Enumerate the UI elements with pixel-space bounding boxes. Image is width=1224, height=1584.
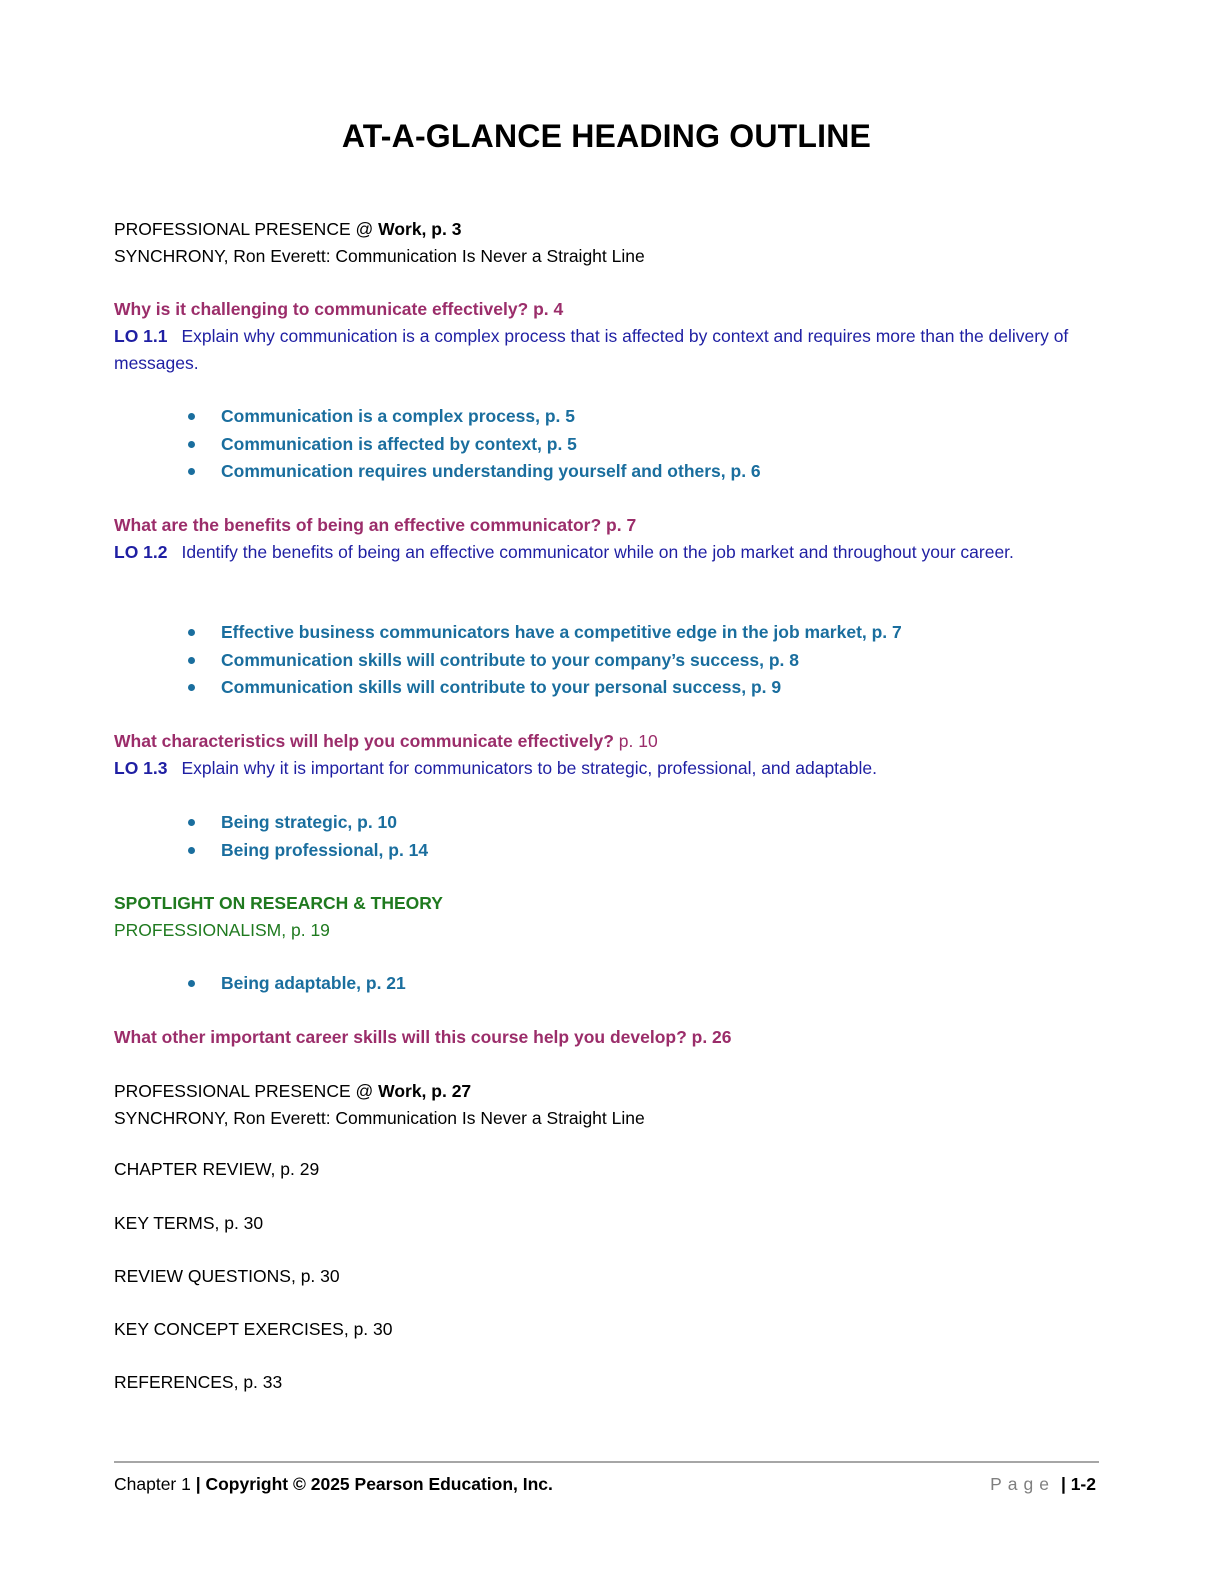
footer-right bbox=[990, 1471, 1096, 1497]
section-1 bbox=[114, 296, 1099, 377]
list-item bbox=[114, 647, 1099, 675]
spotlight-block bbox=[114, 890, 1099, 944]
footer-copyright: Copyright © 2025 Pearson Education, Inc. bbox=[205, 1474, 553, 1494]
heading-page: Work, p. 27 bbox=[378, 1081, 472, 1101]
lo-text: Explain why communication is a complex process that is affected by context and requires more than the delivery of messages. bbox=[114, 326, 1069, 373]
lo-text: Identify the benefits of being an effective communicator while on the job market and throughout your career. bbox=[181, 542, 1014, 562]
bullet-icon bbox=[188, 847, 195, 854]
section-3b-bullets bbox=[114, 970, 1099, 998]
bullet-icon bbox=[188, 441, 195, 448]
professional-presence-block-2 bbox=[114, 1078, 1099, 1132]
list-item bbox=[114, 837, 1099, 865]
professional-presence-sub: SYNCHRONY, Ron Everett: Communication Is Never a Straight Line bbox=[114, 1108, 645, 1128]
list-item-text: Being strategic, p. 10 bbox=[221, 812, 398, 832]
section-4 bbox=[114, 1024, 1099, 1051]
list-item-text: Communication skills will contribute to your company’s success, p. 8 bbox=[221, 649, 799, 670]
professional-presence-heading bbox=[114, 1078, 1099, 1105]
review-questions: REVIEW QUESTIONS, p. 30 bbox=[114, 1266, 340, 1286]
list-item bbox=[114, 431, 1099, 459]
page-title: AT-A-GLANCE HEADING OUTLINE bbox=[341, 118, 872, 154]
heading-part: PROFESSIONAL PRESENCE @ bbox=[114, 219, 379, 239]
professional-presence-sub: SYNCHRONY, Ron Everett: Communication Is Never a Straight Line bbox=[114, 246, 645, 266]
list-item-text: Communication skills will contribute to your personal success, p. 9 bbox=[221, 677, 782, 697]
learning-objective bbox=[114, 755, 1099, 782]
footer-page-separator: | bbox=[1060, 1474, 1071, 1494]
list-item-text: Communication is a complex process, p. 5 bbox=[221, 406, 575, 426]
footer-chapter: Chapter 1 bbox=[114, 1474, 191, 1494]
key-terms: KEY TERMS, p. 30 bbox=[114, 1213, 264, 1233]
section-question: Why is it challenging to communicate effectively? p. 4 bbox=[114, 299, 564, 319]
footer-page-label: Page bbox=[990, 1474, 1055, 1494]
list-item bbox=[114, 403, 1099, 431]
lo-tag: LO 1.3 bbox=[114, 758, 168, 778]
professional-presence-heading bbox=[114, 216, 1099, 243]
lo-text: Explain why it is important for communicators to be strategic, professional, and adaptable. bbox=[181, 758, 877, 778]
list-item-text: Effective business communicators have a competitive edge in the job market, p. 7 bbox=[221, 622, 902, 642]
question-page: p. 10 bbox=[613, 731, 658, 751]
learning-objective bbox=[114, 323, 1099, 377]
heading-part: PROFESSIONAL PRESENCE @ bbox=[114, 1081, 379, 1101]
chapter-review: CHAPTER REVIEW, p. 29 bbox=[114, 1159, 320, 1179]
bullet-icon bbox=[188, 684, 195, 691]
section-2-bullets bbox=[114, 619, 1099, 702]
section-3-bullets bbox=[114, 809, 1099, 864]
section-1-bullets bbox=[114, 403, 1099, 486]
bullet-icon bbox=[188, 629, 195, 636]
heading-page: Work, p. 3 bbox=[378, 219, 462, 239]
list-item bbox=[114, 674, 1099, 702]
section-3 bbox=[114, 728, 1099, 782]
bullet-icon bbox=[188, 657, 195, 664]
spotlight-sub: PROFESSIONALISM, p. 19 bbox=[114, 920, 330, 940]
learning-objective bbox=[114, 539, 1099, 566]
professional-presence-block-1 bbox=[114, 216, 1099, 270]
lo-tag: LO 1.2 bbox=[114, 542, 168, 562]
footer-separator: | bbox=[190, 1474, 206, 1494]
section-question: What other important career skills will this course help you develop? p. 26 bbox=[114, 1027, 732, 1047]
list-item bbox=[114, 619, 1099, 647]
bullet-icon bbox=[188, 468, 195, 475]
list-item bbox=[114, 970, 1099, 998]
list-item bbox=[114, 458, 1099, 486]
question-text: What characteristics will help you communicate effectively? bbox=[114, 731, 614, 751]
section-question bbox=[114, 728, 1099, 755]
section-2 bbox=[114, 512, 1099, 566]
footer-divider bbox=[114, 1461, 1099, 1463]
list-item-text: Being professional, p. 14 bbox=[221, 839, 429, 860]
list-item-text: Communication requires understanding yourself and others, p. 6 bbox=[221, 461, 761, 481]
footer-page-number: 1-2 bbox=[1070, 1474, 1096, 1494]
list-item-text: Being adaptable, p. 21 bbox=[221, 973, 406, 993]
lo-tag: LO 1.1 bbox=[114, 326, 168, 346]
document-page bbox=[114, 0, 1099, 1584]
list-item bbox=[114, 809, 1099, 837]
bullet-icon bbox=[188, 819, 195, 826]
spotlight-heading: SPOTLIGHT ON RESEARCH & THEORY bbox=[114, 893, 443, 913]
bullet-icon bbox=[188, 413, 195, 420]
section-question: What are the benefits of being an effective communicator? p. 7 bbox=[114, 515, 637, 535]
bullet-icon bbox=[188, 980, 195, 987]
footer-left bbox=[114, 1471, 553, 1497]
key-concept-exercises: KEY CONCEPT EXERCISES, p. 30 bbox=[114, 1319, 393, 1339]
references: REFERENCES, p. 33 bbox=[114, 1372, 283, 1392]
list-item-text: Communication is affected by context, p. 5 bbox=[221, 433, 577, 454]
